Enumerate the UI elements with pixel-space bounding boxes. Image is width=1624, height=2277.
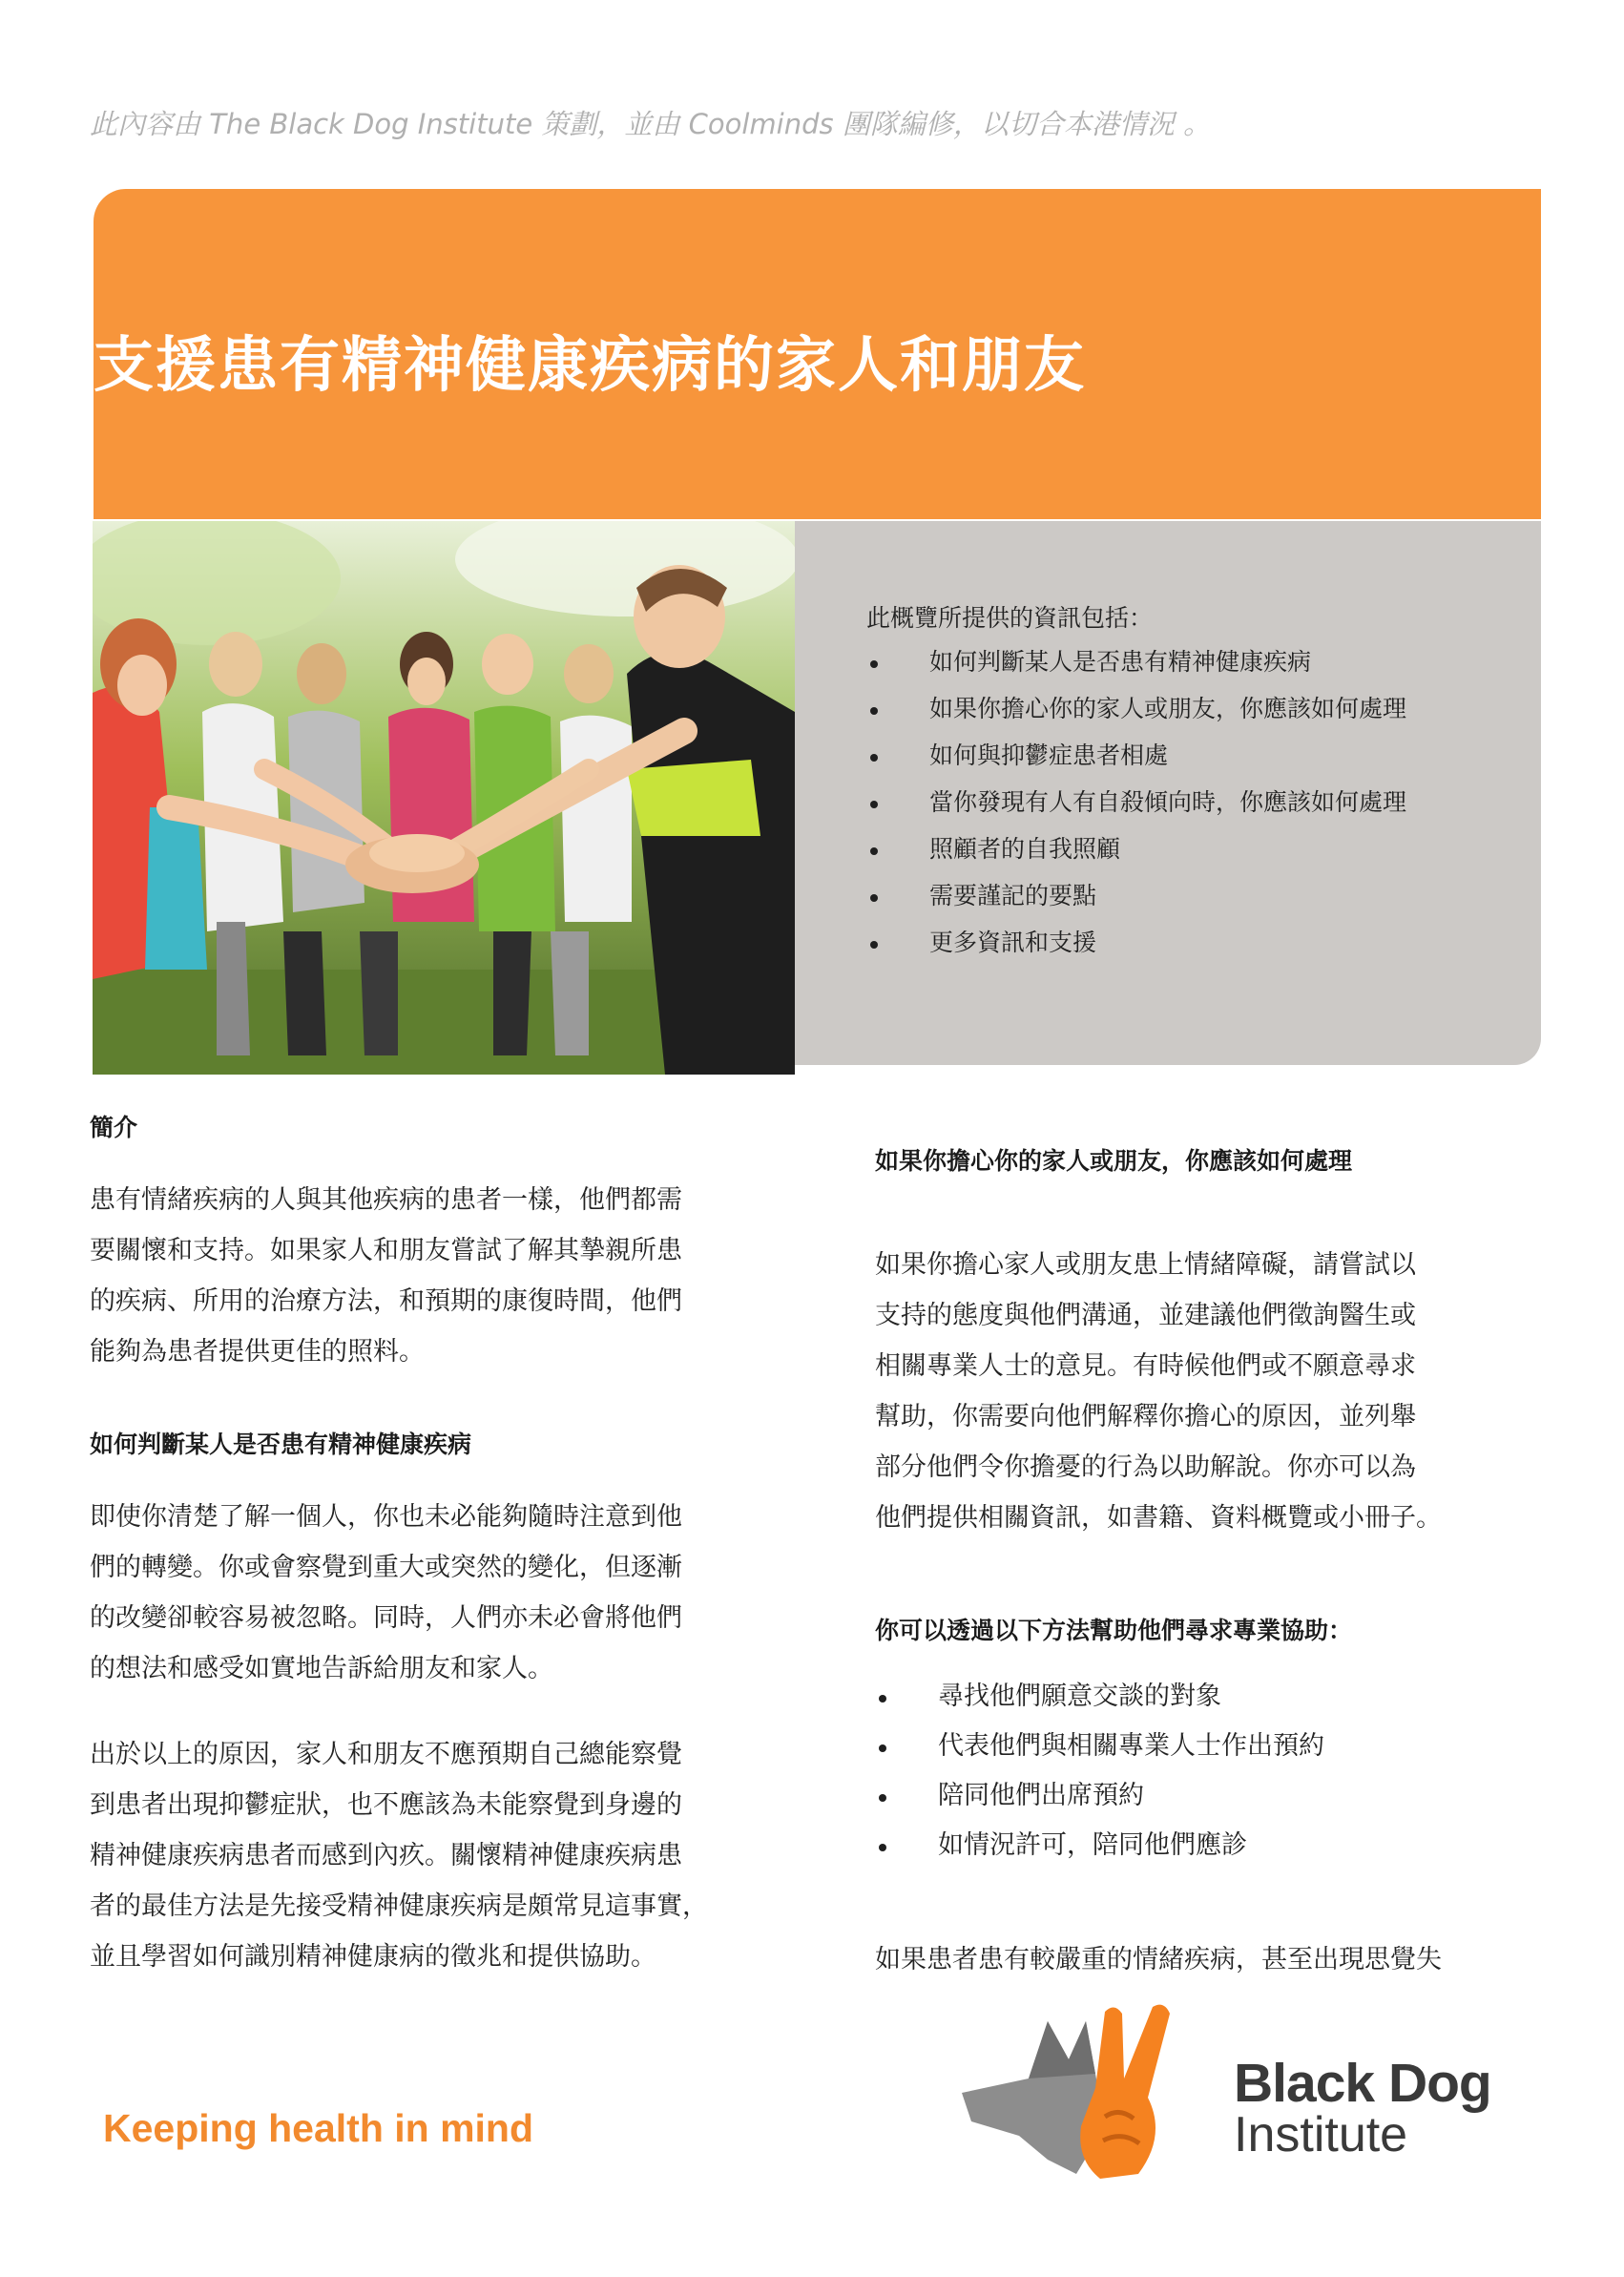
list-item: 如果你擔心你的家人或朋友，你應該如何處理	[866, 690, 1406, 737]
page-title: 支援患有精神健康疾病的家人和朋友	[94, 330, 1086, 400]
list-item: 陪同他們出席預約	[875, 1777, 1324, 1827]
logo-text: Black Dog Institute	[1234, 2053, 1491, 2162]
bullet-icon	[870, 660, 878, 668]
list-item: 當你發現有人有自殺傾向時，你應該如何處理	[866, 783, 1406, 830]
severe-paragraph: 如果患者患有較嚴重的情緒疾病，甚至出現思覺失	[875, 1945, 1442, 1974]
bullet-icon	[870, 754, 878, 762]
list-item: 如情況許可，陪同他們應診	[875, 1827, 1324, 1876]
list-item: 代表他們與相關專業人士作出預約	[875, 1727, 1324, 1777]
bullet-icon	[870, 847, 878, 855]
bullet-icon	[879, 1695, 886, 1703]
group-hands-photo	[93, 521, 795, 1075]
black-dog-institute-logo	[962, 1993, 1534, 2183]
tagline: Keeping health in mind	[103, 2106, 534, 2150]
list-item: 如何判斷某人是否患有精神健康疾病	[866, 643, 1406, 690]
identify-paragraph-2: 出於以上的原因，家人和朋友不應預期自己總能察覺 到患者出現抑鬱症狀，也不應該為未能察覺到身邊的 精神健康疾病患者而感到內疚。關懷精神健康疾病患 者的最佳方法是先接受精神健康疾病是頗常見這事實， 並且學習如何識別精神健康病的徵兆和提供協助。	[90, 1740, 708, 1972]
attribution-note: 此內容由 The Black Dog Institute 策劃，並由 Coolminds 團隊編修，以切合本港情況 。	[90, 108, 1212, 140]
bullet-icon	[879, 1844, 886, 1851]
worried-paragraph: 如果你擔心家人或朋友患上情緒障礙，請嘗試以 支持的態度與他們溝通，並建議他們徵詢醫生或 相關專業人士的意見。有時候他們或不願意尋求 幫助，你需要向他們解釋你擔心的原因，並列舉 部分他們令你擔憂的行為以助解說。你亦可以為 他們提供相關資訊，如書籍、資料概覽或小冊子。	[875, 1250, 1442, 1533]
overview-list	[866, 643, 1406, 971]
intro-heading: 簡介	[90, 1114, 138, 1141]
list-item: 需要謹記的要點	[866, 877, 1406, 924]
intro-paragraph: 患有情緒疾病的人與其他疾病的患者一樣，他們都需 要關懷和支持。如果家人和朋友嘗試了解其摯親所患 的疾病、所用的治療方法，和預期的康復時間，他們 能夠為患者提供更佳的照料。	[90, 1185, 682, 1367]
bullet-icon	[879, 1794, 886, 1802]
bullet-icon	[870, 801, 878, 808]
dog-hand-logo-icon	[962, 1993, 1239, 2183]
help-list	[875, 1678, 1324, 1876]
bullet-icon	[879, 1744, 886, 1752]
list-item: 尋找他們願意交談的對象	[875, 1678, 1324, 1727]
identify-paragraph-1: 即使你清楚了解一個人，你也未必能夠隨時注意到他 們的轉變。你或會察覺到重大或突然的變化，但逐漸 的改變卻較容易被忽略。同時，人們亦未必會將他們 的想法和感受如實地告訴給朋友和家人。	[90, 1502, 682, 1683]
section-heading-worried: 如果你擔心你的家人或朋友，你應該如何處理	[875, 1147, 1353, 1175]
overview-intro: 此概覽所提供的資訊包括：	[866, 604, 1154, 632]
overview-panel	[795, 521, 1541, 1065]
section-heading-identify: 如何判斷某人是否患有精神健康疾病	[90, 1431, 472, 1458]
bullet-icon	[870, 941, 878, 949]
list-item: 如何與抑鬱症患者相處	[866, 737, 1406, 783]
section-heading-help: 你可以透過以下方法幫助他們尋求專業協助：	[875, 1617, 1353, 1644]
list-item: 更多資訊和支援	[866, 924, 1406, 971]
list-item: 照顧者的自我照顧	[866, 830, 1406, 877]
bullet-icon	[870, 707, 878, 715]
bullet-icon	[870, 894, 878, 902]
